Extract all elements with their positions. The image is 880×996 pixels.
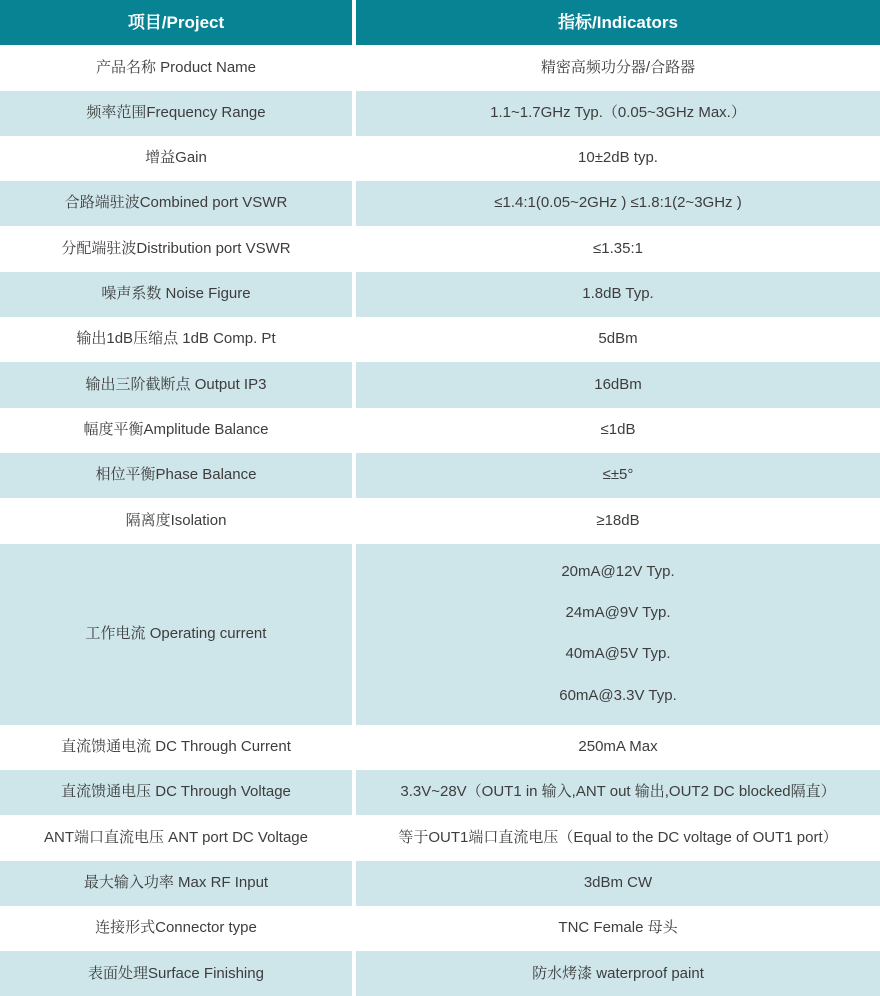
- table-header-row: [0, 0, 880, 45]
- operating-current-line: 24mA@9V Typ.: [565, 604, 671, 622]
- row-project-cell: 连接形式Connector type: [0, 906, 352, 951]
- row-project-cell: 输出三阶截断点 Output IP3: [0, 362, 352, 407]
- table-row: [0, 453, 880, 498]
- table-row: [0, 181, 880, 226]
- row-indicator-cell: 3dBm CW: [356, 861, 880, 906]
- row-project-cell: 噪声系数 Noise Figure: [0, 272, 352, 317]
- row-project-cell: 最大输入功率 Max RF Input: [0, 861, 352, 906]
- table-row: [0, 317, 880, 362]
- table-row: [0, 725, 880, 770]
- row-project-cell: 合路端驻波Combined port VSWR: [0, 181, 352, 226]
- row-indicator-cell: 1.1~1.7GHz Typ.（0.05~3GHz Max.）: [356, 91, 880, 136]
- header-indicators-cell: 指标/Indicators: [356, 0, 880, 45]
- row-indicator-cell: [356, 544, 880, 725]
- table-row-operating-current: [0, 544, 880, 725]
- table-row: [0, 498, 880, 543]
- row-project-cell: 工作电流 Operating current: [0, 544, 352, 725]
- table-row: [0, 226, 880, 271]
- table-row: [0, 906, 880, 951]
- row-project-cell: 隔离度Isolation: [0, 498, 352, 543]
- table-row: [0, 272, 880, 317]
- table-row: [0, 362, 880, 407]
- operating-current-line: 20mA@12V Typ.: [561, 562, 675, 580]
- row-indicator-cell: ≥18dB: [356, 498, 880, 543]
- row-indicator-cell: ≤1.4:1(0.05~2GHz ) ≤1.8:1(2~3GHz ): [356, 181, 880, 226]
- table-row: [0, 408, 880, 453]
- row-project-cell: 分配端驻波Distribution port VSWR: [0, 226, 352, 271]
- row-indicator-cell: ≤±5°: [356, 453, 880, 498]
- table-row: [0, 770, 880, 815]
- row-indicator-cell: 等于OUT1端口直流电压（Equal to the DC voltage of OUT1 port）: [356, 815, 880, 860]
- table-row: [0, 815, 880, 860]
- row-project-cell: ANT端口直流电压 ANT port DC Voltage: [0, 815, 352, 860]
- operating-current-line: 40mA@5V Typ.: [565, 645, 671, 663]
- row-project-cell: 增益Gain: [0, 136, 352, 181]
- row-indicator-cell: 10±2dB typ.: [356, 136, 880, 181]
- row-indicator-cell: 防水烤漆 waterproof paint: [356, 951, 880, 996]
- row-indicator-cell: 3.3V~28V（OUT1 in 输入,ANT out 输出,OUT2 DC blocked隔直）: [356, 770, 880, 815]
- row-indicator-cell: 5dBm: [356, 317, 880, 362]
- row-indicator-cell: 16dBm: [356, 362, 880, 407]
- table-row: [0, 951, 880, 996]
- row-project-cell: 输出1dB压缩点 1dB Comp. Pt: [0, 317, 352, 362]
- row-project-cell: 产品名称 Product Name: [0, 45, 352, 90]
- header-project-cell: 项目/Project: [0, 0, 352, 45]
- table-row: [0, 45, 880, 90]
- row-indicator-cell: TNC Female 母头: [356, 906, 880, 951]
- row-indicator-cell: 精密高频功分器/合路器: [356, 45, 880, 90]
- row-project-cell: 相位平衡Phase Balance: [0, 453, 352, 498]
- row-project-cell: 幅度平衡Amplitude Balance: [0, 408, 352, 453]
- row-project-cell: 直流馈通电流 DC Through Current: [0, 725, 352, 770]
- operating-current-line: 60mA@3.3V Typ.: [559, 686, 677, 704]
- row-indicator-cell: ≤1dB: [356, 408, 880, 453]
- table-row: [0, 861, 880, 906]
- table-row: [0, 136, 880, 181]
- row-project-cell: 频率范围Frequency Range: [0, 91, 352, 136]
- row-indicator-cell: 250mA Max: [356, 725, 880, 770]
- row-project-cell: 直流馈通电压 DC Through Voltage: [0, 770, 352, 815]
- table-row: [0, 91, 880, 136]
- row-indicator-cell: ≤1.35:1: [356, 226, 880, 271]
- row-indicator-cell: 1.8dB Typ.: [356, 272, 880, 317]
- row-project-cell: 表面处理Surface Finishing: [0, 951, 352, 996]
